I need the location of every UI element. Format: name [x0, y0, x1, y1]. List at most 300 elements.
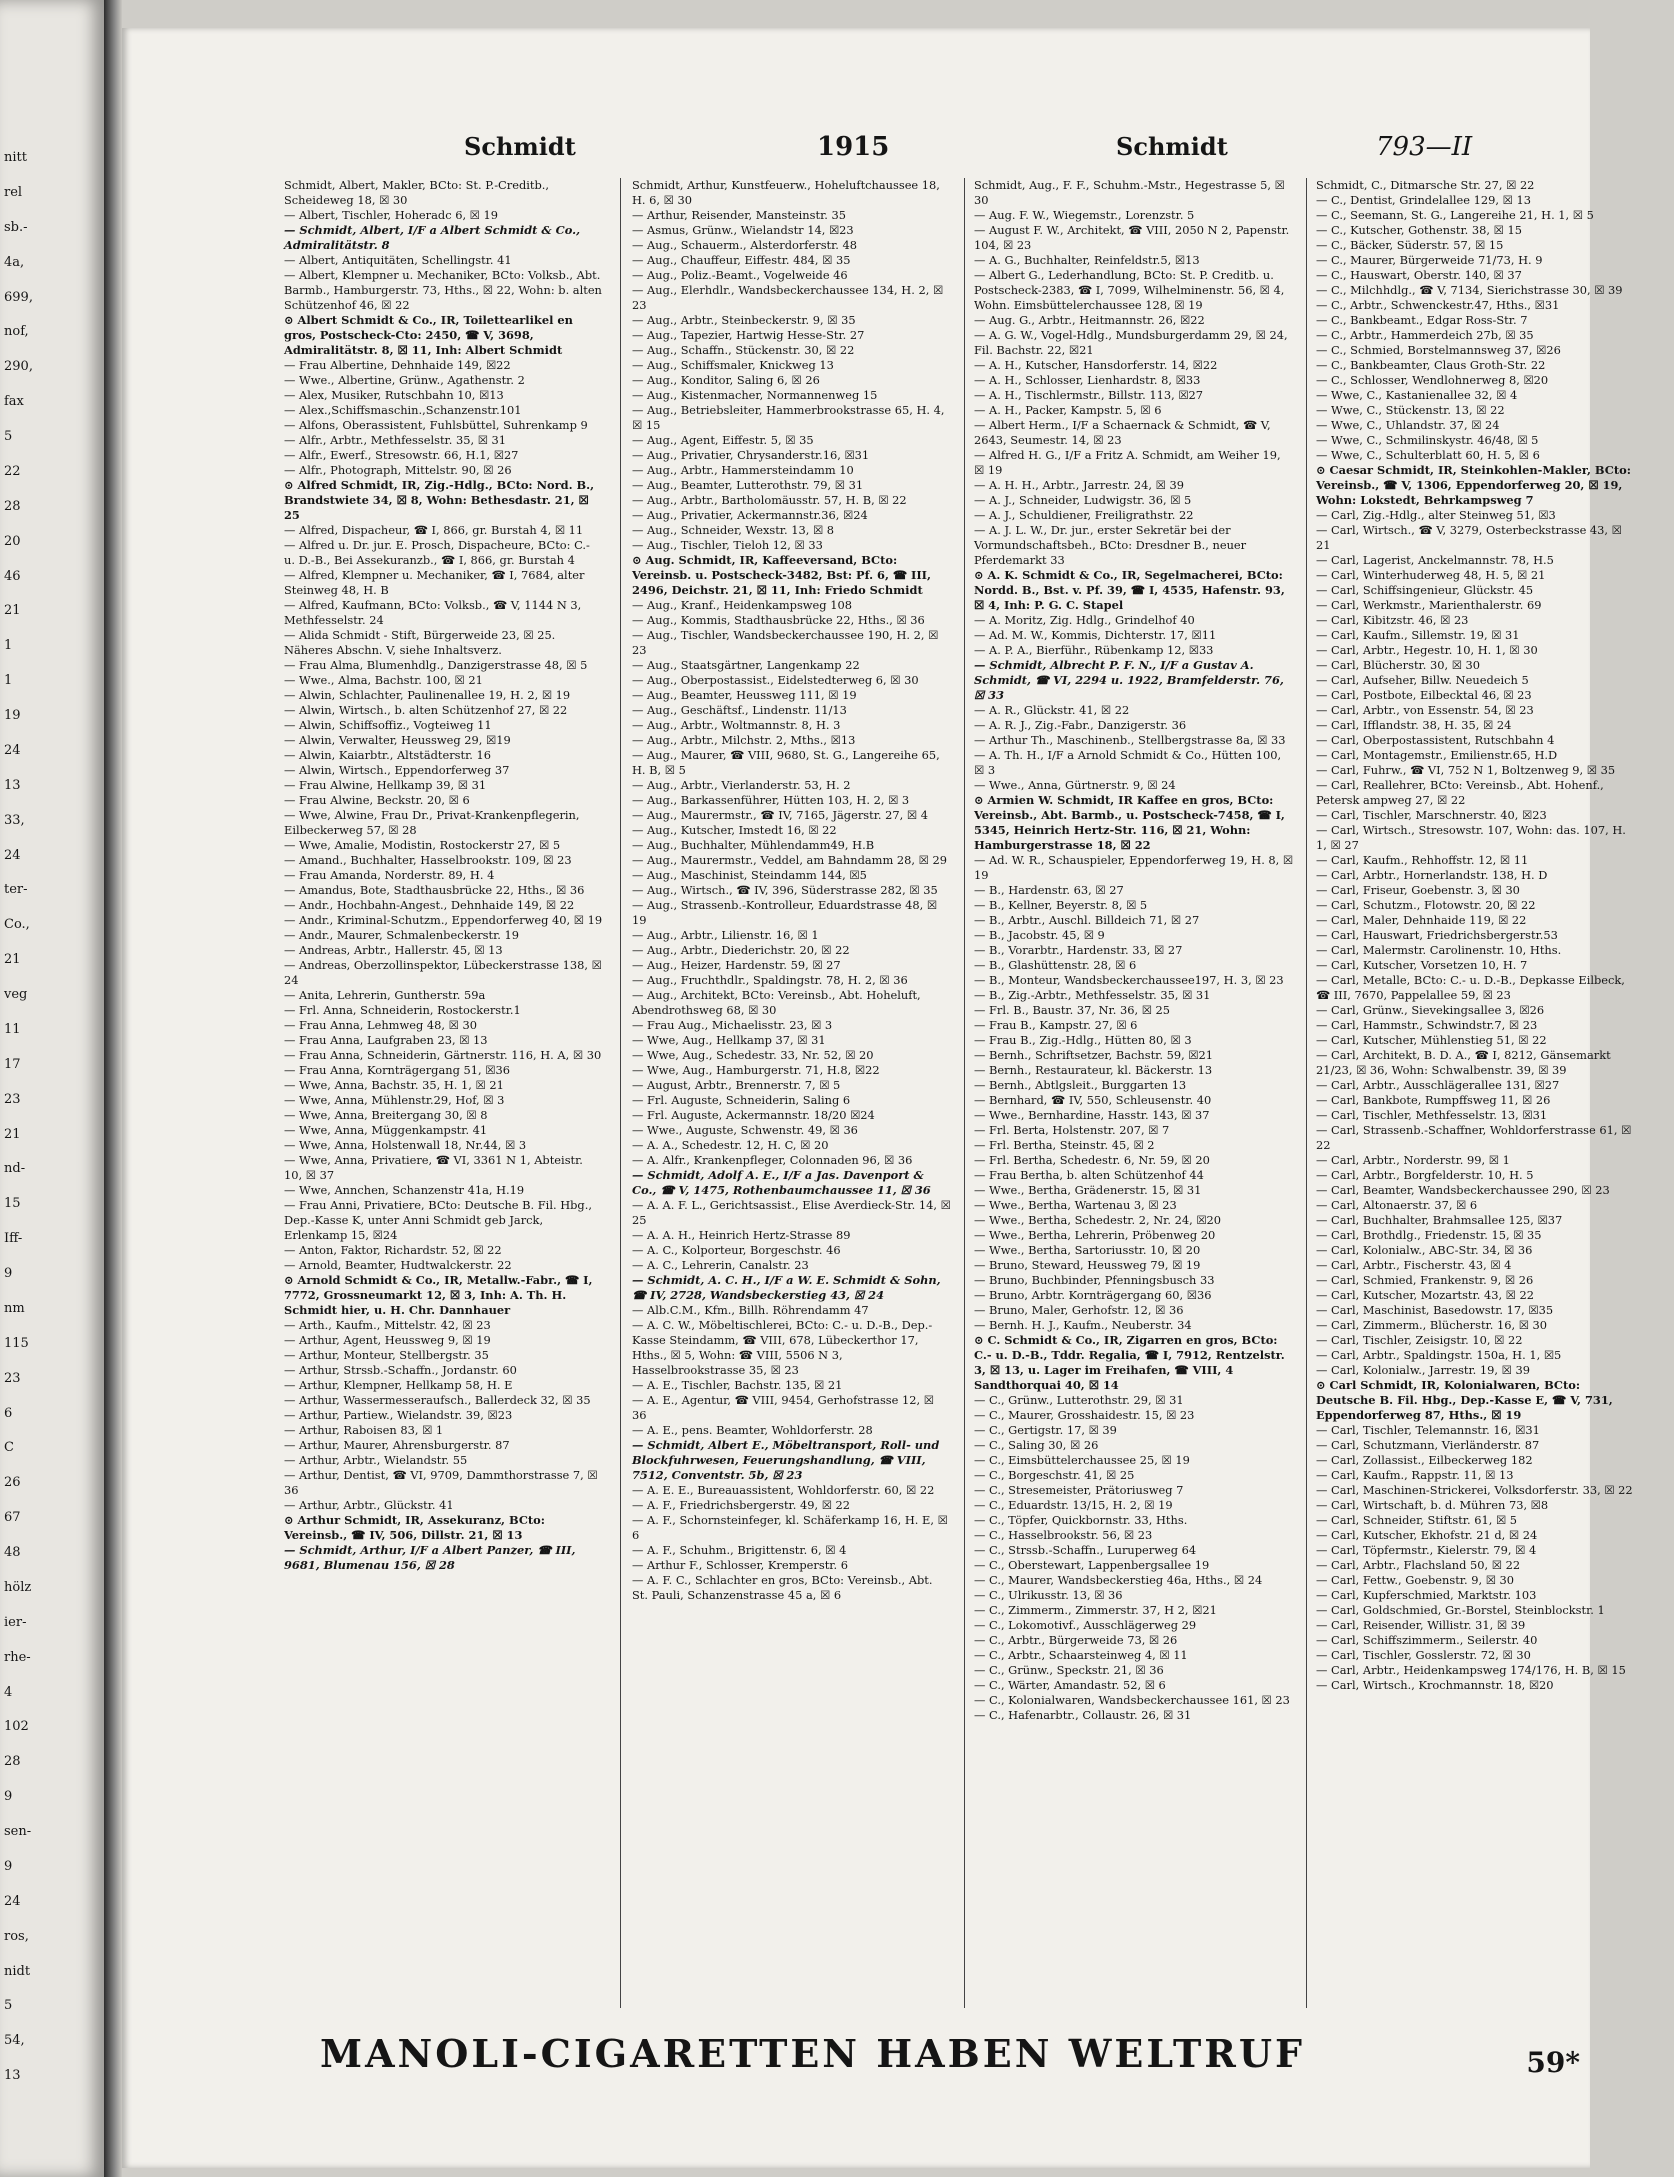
- page-header: [122, 132, 1590, 172]
- directory-entry: — Arthur, Maurer, Ahrensburgerstr. 87: [284, 1438, 510, 1452]
- directory-entry: — Aug., Agent, Eiffestr. 5, ☒ 35: [632, 433, 814, 447]
- directory-entry: — C., Grünw., Speckstr. 21, ☒ 36: [974, 1663, 1164, 1677]
- directory-entry: — Wwe., Bernhardine, Hasstr. 143, ☒ 37: [974, 1108, 1210, 1122]
- directory-entry: — A. C. W., Möbeltischlerei, BCto: C.- u. D.-B., Dep.-Kasse Steindamm, ☎ VIII, 678, Lübeckerthor 17, Hths., ☒ 5, Wohn: ☎ VIII, 5506 N 3, Hasselbrookstrasse 35, ☒ 23: [632, 1318, 933, 1377]
- facing-page-fragment: 33,: [4, 813, 25, 828]
- directory-entry: — A. A., Schedestr. 12, H. C, ☒ 20: [632, 1138, 829, 1152]
- facing-page-fragment: 15: [4, 1196, 21, 1211]
- directory-entry: — Carl, Werkmstr., Marienthalerstr. 69: [1316, 598, 1542, 612]
- directory-entry: — Arthur F., Schlosser, Kremperstr. 6: [632, 1558, 848, 1572]
- facing-page-fragment: 48: [4, 1545, 21, 1560]
- directory-entry: — Wwe., Bertha, Sartoriusstr. 10, ☒ 20: [974, 1243, 1201, 1257]
- directory-entry: — Carl, Arbtr., Flachsland 50, ☒ 22: [1316, 1558, 1521, 1572]
- sheet-number: 59*: [1526, 2046, 1580, 2079]
- directory-entry: — Alfred H. G., I/F a Fritz A. Schmidt, am Weiher 19, ☒ 19: [974, 448, 1281, 477]
- directory-entry: — C., Oberstewart, Lappenbergsallee 19: [974, 1558, 1210, 1572]
- directory-entry: — Bernh., Restaurateur, kl. Bäckerstr. 13: [974, 1063, 1213, 1077]
- directory-entry: — Bernh. H. J., Kaufm., Neuberstr. 34: [974, 1318, 1192, 1332]
- directory-entry: — Asmus, Grünw., Wielandstr 14, ☒23: [632, 223, 854, 237]
- directory-column-1: [284, 178, 604, 2008]
- directory-entry: — Carl, Malermstr. Carolinenstr. 10, Hths.: [1316, 943, 1562, 957]
- directory-entry: — Wwe., Bertha, Wartenau 3, ☒ 23: [974, 1198, 1177, 1212]
- directory-entry: — Wwe., Bertha, Grädenerstr. 15, ☒ 31: [974, 1183, 1202, 1197]
- directory-entry: — C., Wärter, Amandastr. 52, ☒ 6: [974, 1678, 1166, 1692]
- facing-page-fragment: 4: [4, 1685, 13, 1700]
- directory-entry: — Arthur, Monteur, Stellbergstr. 35: [284, 1348, 489, 1362]
- directory-entry: — Bernh., Schriftsetzer, Bachstr. 59, ☒21: [974, 1048, 1214, 1062]
- directory-entry: — Aug., Architekt, BCto: Vereinsb., Abt. Hoheluft, Abendrothsweg 68, ☒ 30: [632, 988, 921, 1017]
- directory-entry: — C., Bäcker, Süderstr. 57, ☒ 15: [1316, 238, 1504, 252]
- header-page-number: 793—II: [1376, 132, 1473, 162]
- directory-entry: — Aug., Schaffn., Stückenstr. 30, ☒ 22: [632, 343, 855, 357]
- directory-entry: — Aug., Arbtr., Lilienstr. 16, ☒ 1: [632, 928, 819, 942]
- facing-page-fragment: 24: [4, 1894, 21, 1909]
- directory-entry: — Amand., Buchhalter, Hasselbrookstr. 109, ☒ 23: [284, 853, 572, 867]
- directory-entry: ⊙ Alfred Schmidt, IR, Zig.-Hdlg., BCto: Nord. B., Brandstwiete 34, ☒ 8, Wohn: Bethesdastr. 21, ☒ 25: [284, 478, 595, 522]
- directory-entry: — C., Kolonialwaren, Wandsbeckerchaussee 161, ☒ 23: [974, 1693, 1290, 1707]
- directory-entry: — Arthur, Wassermesseraufsch., Ballerdeck 32, ☒ 35: [284, 1393, 591, 1407]
- directory-entry: — Wwe., Anna, Gürtnerstr. 9, ☒ 24: [974, 778, 1176, 792]
- facing-page-fragment: ier-: [4, 1615, 27, 1630]
- directory-entry: — A. E., Agentur, ☎ VIII, 9454, Gerhofstrasse 12, ☒ 36: [632, 1393, 934, 1422]
- directory-entry: — Carl, Töpfermstr., Kielerstr. 79, ☒ 4: [1316, 1543, 1537, 1557]
- directory-entry: — Frau Alwine, Beckstr. 20, ☒ 6: [284, 793, 470, 807]
- directory-entry: — Arthur, Klempner, Hellkamp 58, H. E: [284, 1378, 513, 1392]
- directory-entry: — Aug., Fruchthdlr., Spaldingstr. 78, H. 2, ☒ 36: [632, 973, 908, 987]
- directory-entry: — Bernhard, ☎ IV, 550, Schleusenstr. 40: [974, 1093, 1212, 1107]
- directory-entry: — Alex, Musiker, Rutschbahn 10, ☒13: [284, 388, 504, 402]
- facing-page-fragment: 23: [4, 1371, 21, 1386]
- directory-entry: — A. Th. H., I/F a Arnold Schmidt & Co., Hütten 100, ☒ 3: [974, 748, 1282, 777]
- directory-entry: — Carl, Zig.-Hdlg., alter Steinweg 51, ☒3: [1316, 508, 1556, 522]
- directory-entry: — C., Arbtr., Schwenckestr.47, Hths., ☒31: [1316, 298, 1560, 312]
- directory-entry: — Aug., Privatier, Chrysanderstr.16, ☒31: [632, 448, 870, 462]
- directory-entry: — Aug., Oberpostassist., Eidelstedterweg 6, ☒ 30: [632, 673, 919, 687]
- directory-entry: — Frl. Auguste, Ackermannstr. 18/20 ☒24: [632, 1108, 875, 1122]
- directory-entry: — Wwe, C., Schulterblatt 60, H. 5, ☒ 6: [1316, 448, 1540, 462]
- directory-entry: — Schmidt, Albert E., Möbeltransport, Roll- und Blockfuhrwesen, Feuerungshandlung, ☎ VIII, 7512, Conventstr. 5b, ☒ 23: [632, 1438, 940, 1482]
- directory-entry: — Alfr., Ewerf., Stresowstr. 66, H.1, ☒27: [284, 448, 519, 462]
- directory-entry: — C., Eimsbüttelerchaussee 25, ☒ 19: [974, 1453, 1190, 1467]
- directory-entry: — Schmidt, A. C. H., I/F a W. E. Schmidt & Sohn, ☎ IV, 2728, Wandsbeckerstieg 43, ☒ 24: [632, 1273, 941, 1302]
- directory-entry: — Carl, Schiffszimmerm., Seilerstr. 40: [1316, 1633, 1538, 1647]
- directory-entry: — A. E., pens. Beamter, Wohldorferstr. 28: [632, 1423, 873, 1437]
- directory-entry: — Carl, Schneider, Stiftstr. 61, ☒ 5: [1316, 1513, 1518, 1527]
- facing-page-fragment: fax: [4, 394, 24, 409]
- directory-entry: — Carl, Maschinist, Basedowstr. 17, ☒35: [1316, 1303, 1554, 1317]
- facing-page-fragment: ter-: [4, 882, 28, 897]
- directory-entry: — Wwe, Annchen, Schanzenstr 41a, H.19: [284, 1183, 525, 1197]
- directory-entry: — Frau Bertha, b. alten Schützenhof 44: [974, 1168, 1204, 1182]
- directory-entry: — Andr., Hochbahn-Angest., Dehnhaide 149, ☒ 22: [284, 898, 575, 912]
- directory-entry: — A. F. C., Schlachter en gros, BCto: Vereinsb., Abt. St. Pauli, Schanzenstrasse 45 a, ☒ 6: [632, 1573, 933, 1602]
- facing-page-fragment: sen-: [4, 1824, 32, 1839]
- facing-page-fragment: 102: [4, 1719, 29, 1734]
- directory-entry: — Alwin, Schiffsoffiz., Vogteiweg 11: [284, 718, 492, 732]
- directory-entry: — Carl, Architekt, B. D. A., ☎ I, 8212, Gänsemarkt 21/23, ☒ 36, Wohn: Schwalbenstr. 39, ☒ 39: [1316, 1048, 1611, 1077]
- directory-entry: — Aug. G., Arbtr., Heitmannstr. 26, ☒22: [974, 313, 1205, 327]
- directory-page: [122, 28, 1633, 2168]
- directory-entry: — Alida Schmidt - Stift, Bürgerweide 23, ☒ 25. Näheres Abschn. V, siehe Inhaltsverz.: [284, 628, 556, 657]
- directory-entry: — Carl, Arbtr., Ausschlägerallee 131, ☒27: [1316, 1078, 1560, 1092]
- directory-entry: — A. H., Kutscher, Hansdorferstr. 14, ☒22: [974, 358, 1218, 372]
- facing-page-fragment: 9: [4, 1859, 13, 1874]
- directory-entry: — Carl, Buchhalter, Brahmsallee 125, ☒37: [1316, 1213, 1563, 1227]
- directory-entry: — Alfred u. Dr. jur. E. Prosch, Dispacheure, BCto: C.- u. D.-B., Bei Assekuranzb., ☎ I, 866, gr. Burstah 4: [284, 538, 590, 567]
- directory-entry: — Carl, Wirtsch., ☎ V, 3279, Osterbeckstrasse 43, ☒ 21: [1316, 523, 1622, 552]
- directory-entry: — Carl, Arbtr., Fischerstr. 43, ☒ 4: [1316, 1258, 1512, 1272]
- directory-entry: ⊙ Carl Schmidt, IR, Kolonialwaren, BCto: Deutsche B. Fil. Hbg., Dep.-Kasse E, ☎ V, 731, Eppendorferweg 87, Hths., ☒ 19: [1316, 1378, 1613, 1422]
- directory-entry: — Carl, Fuhrw., ☎ VI, 752 N 1, Boltzenweg 9, ☒ 35: [1316, 763, 1616, 777]
- book-gutter: [104, 0, 122, 2177]
- facing-page-fragment: C: [4, 1440, 14, 1455]
- directory-entry: — C., Maurer, Bürgerweide 71/73, H. 9: [1316, 253, 1543, 267]
- directory-entry: — A. R. J., Zig.-Fabr., Danzigerstr. 36: [974, 718, 1187, 732]
- directory-entry: — Wwe, Aug., Hellkamp 37, ☒ 31: [632, 1033, 826, 1047]
- facing-page-fragment: veg: [4, 987, 28, 1002]
- directory-entry: — Carl, Beamter, Wandsbeckerchaussee 290, ☒ 23: [1316, 1183, 1610, 1197]
- directory-entry: — Aug., Barkassenführer, Hütten 103, H. 2, ☒ 3: [632, 793, 910, 807]
- directory-entry: — Arthur, Arbtr., Glückstr. 41: [284, 1498, 454, 1512]
- directory-entry: — Carl, Maschinen-Strickerei, Volksdorferstr. 33, ☒ 22: [1316, 1483, 1633, 1497]
- directory-entry: — Frau Amanda, Norderstr. 89, H. 4: [284, 868, 495, 882]
- directory-entry: — C., Maurer, Wandsbeckerstieg 46a, Hths., ☒ 24: [974, 1573, 1263, 1587]
- directory-entry: — A. H. H., Arbtr., Jarrestr. 24, ☒ 39: [974, 478, 1184, 492]
- directory-entry: — Albert, Klempner u. Mechaniker, BCto: Volksb., Abt. Barmb., Hamburgerstr. 73, Hths., ☒ 22, Wohn: b. alten Schützenhof 46, ☒ 22: [284, 268, 602, 312]
- directory-entry: — C., Milchhdlg., ☎ V, 7134, Sierichstrasse 30, ☒ 39: [1316, 283, 1623, 297]
- column-rule: [964, 178, 965, 2008]
- directory-entry: — Wwe., Alma, Bachstr. 100, ☒ 21: [284, 673, 483, 687]
- directory-entry: — Carl, Reisender, Willistr. 31, ☒ 39: [1316, 1618, 1526, 1632]
- directory-entry: — Carl, Kutscher, Mühlenstieg 51, ☒ 22: [1316, 1033, 1547, 1047]
- directory-entry: — Carl, Goldschmied, Gr.-Borstel, Steinblockstr. 1: [1316, 1603, 1605, 1617]
- directory-entry: — Carl, Arbtr., Heidenkampsweg 174/176, H. B, ☒ 15: [1316, 1663, 1626, 1677]
- facing-page-fragment: 54,: [4, 2033, 25, 2048]
- directory-entry: — Frl. Auguste, Schneiderin, Saling 6: [632, 1093, 851, 1107]
- directory-entry: — A. Alfr., Krankenpfleger, Colonnaden 96, ☒ 36: [632, 1153, 913, 1167]
- directory-entry: — Carl, Fettw., Goebenstr. 9, ☒ 30: [1316, 1573, 1515, 1587]
- directory-entry: — C., Lokomotivf., Ausschlägerweg 29: [974, 1618, 1197, 1632]
- directory-entry: — A. H., Schlosser, Lienhardstr. 8, ☒33: [974, 373, 1201, 387]
- directory-entry: — A. F., Schornsteinfeger, kl. Schäferkamp 16, H. E, ☒ 6: [632, 1513, 948, 1542]
- directory-entry: — Arthur Th., Maschinenb., Stellbergstrasse 8a, ☒ 33: [974, 733, 1286, 747]
- directory-entry: — Carl, Wirtsch., Stresowstr. 107, Wohn: das. 107, H. 1, ☒ 27: [1316, 823, 1626, 852]
- directory-entry: — Wwe, Anna, Bachstr. 35, H. 1, ☒ 21: [284, 1078, 504, 1092]
- directory-entry: — C., Borgeschstr. 41, ☒ 25: [974, 1468, 1135, 1482]
- directory-entry: — Arthur, Dentist, ☎ VI, 9709, Dammthorstrasse 7, ☒ 36: [284, 1468, 598, 1497]
- directory-entry: — Alwin, Schlachter, Paulinenallee 19, H. 2, ☒ 19: [284, 688, 571, 702]
- directory-entry: — Frau Anni, Privatiere, BCto: Deutsche B. Fil. Hbg., Dep.-Kasse K, unter Anni Schmidt geb Jarck, Erlenkamp 15, ☒24: [284, 1198, 592, 1242]
- directory-entry: — Aug., Elerhdlr., Wandsbeckerchaussee 134, H. 2, ☒ 23: [632, 283, 944, 312]
- facing-page-fragment: 28: [4, 1754, 21, 1769]
- directory-entry: — Carl, Tischler, Marschnerstr. 40, ☒23: [1316, 808, 1547, 822]
- facing-page-fragment: Co.,: [4, 917, 30, 932]
- directory-entry: — Alfred, Klempner u. Mechaniker, ☎ I, 7684, alter Steinweg 48, H. B: [284, 568, 585, 597]
- directory-entry: — Arnold, Beamter, Hudtwalckerstr. 22: [284, 1258, 512, 1272]
- directory-entry: — Carl, Arbtr., Norderstr. 99, ☒ 1: [1316, 1153, 1510, 1167]
- directory-entry: — A. A. H., Heinrich Hertz-Strasse 89: [632, 1228, 851, 1242]
- directory-entry: — Carl, Kutscher, Ekhofstr. 21 d, ☒ 24: [1316, 1528, 1538, 1542]
- directory-entry: — Aug. F. W., Wiegemstr., Lorenzstr. 5: [974, 208, 1195, 222]
- facing-page-fragment: 11: [4, 1022, 21, 1037]
- directory-entry: — Carl, Tischler, Gosslerstr. 72, ☒ 30: [1316, 1648, 1531, 1662]
- directory-entry: — Aug., Tapezier, Hartwig Hesse-Str. 27: [632, 328, 865, 342]
- directory-entry: ⊙ Arnold Schmidt & Co., IR, Metallw.-Fabr., ☎ I, 7772, Grossneumarkt 12, ☒ 3, Inh: A. Th. H. Schmidt hier, u. H. Chr. Dannhauer: [284, 1273, 593, 1317]
- directory-entry: — Alwin, Kaiarbtr., Altstädterstr. 16: [284, 748, 492, 762]
- facing-page-fragment: 5: [4, 429, 13, 444]
- directory-entry: — C., Bankbeamt., Edgar Ross-Str. 7: [1316, 313, 1528, 327]
- directory-entry: Schmidt, Albert, Makler, BCto: St. P.-Creditb., Scheideweg 18, ☒ 30: [284, 178, 549, 207]
- directory-entry: ⊙ A. K. Schmidt & Co., IR, Segelmacherei, BCto: Nordd. B., Bst. v. Pf. 39, ☎ I, 4535, Hafenstr. 93, ☒ 4, Inh: P. G. C. Stapel: [974, 568, 1285, 612]
- directory-entry: — Aug., Tischler, Tieloh 12, ☒ 33: [632, 538, 823, 552]
- directory-entry: — Albert, Antiquitäten, Schellingstr. 41: [284, 253, 512, 267]
- header-name-right: Schmidt: [1116, 132, 1228, 161]
- facing-page-fragment: 9: [4, 1789, 13, 1804]
- facing-page-edge: [0, 0, 106, 2177]
- directory-entry: — Aug., Arbtr., Milchstr. 2, Mths., ☒13: [632, 733, 856, 747]
- column-rule: [620, 178, 621, 2008]
- directory-entry: — Schmidt, Albert, I/F a Albert Schmidt & Co., Admiralitätstr. 8: [284, 223, 581, 252]
- facing-page-fragment: 115: [4, 1336, 29, 1351]
- directory-entry: — Schmidt, Arthur, I/F a Albert Panzer, ☎ III, 9681, Blumenau 156, ☒ 28: [284, 1543, 576, 1572]
- facing-page-fragment: 699,: [4, 290, 33, 305]
- directory-entry: — Wwe, C., Stückenstr. 13, ☒ 22: [1316, 403, 1505, 417]
- directory-entry: — Wwe, Anna, Holstenwall 18, Nr.44, ☒ 3: [284, 1138, 527, 1152]
- directory-entry: — Arthur, Arbtr., Wielandstr. 55: [284, 1453, 468, 1467]
- directory-entry: — Frau Anna, Laufgraben 23, ☒ 13: [284, 1033, 488, 1047]
- directory-entry: — Arthur, Strssb.-Schaffn., Jordanstr. 60: [284, 1363, 517, 1377]
- directory-entry: — Carl, Wirtsch., Krochmannstr. 18, ☒20: [1316, 1678, 1554, 1692]
- directory-entry: ⊙ Armien W. Schmidt, IR Kaffee en gros, BCto: Vereinsb., Abt. Barmb., u. Postscheck-7458, ☎ I, 5345, Heinrich Hertz-Str. 116, ☒ 21, Wohn: Hamburgerstrasse 18, ☒ 22: [974, 793, 1285, 852]
- directory-entry: — Aug., Maurermstr., Veddel, am Bahndamm 28, ☒ 29: [632, 853, 947, 867]
- directory-entry: — Carl, Oberpostassistent, Rutschbahn 4: [1316, 733, 1555, 747]
- directory-entry: — Carl, Schutzm., Flotowstr. 20, ☒ 22: [1316, 898, 1536, 912]
- directory-entry: — Wwe., Bertha, Lehrerin, Pröbenweg 20: [974, 1228, 1216, 1242]
- directory-entry: — Wwe., Albertine, Grünw., Agathenstr. 2: [284, 373, 525, 387]
- directory-entry: — Frau B., Zig.-Hdlg., Hütten 80, ☒ 3: [974, 1033, 1192, 1047]
- directory-entry: — Arth., Kaufm., Mittelstr. 42, ☒ 23: [284, 1318, 491, 1332]
- directory-entry: — C., Strssb.-Schaffn., Luruperweg 64: [974, 1543, 1197, 1557]
- directory-entry: — Alwin, Wirtsch., b. alten Schützenhof 27, ☒ 22: [284, 703, 568, 717]
- facing-page-fragment: 26: [4, 1475, 21, 1490]
- directory-entry: — C., Schmied, Borstelmannsweg 37, ☒26: [1316, 343, 1561, 357]
- directory-entry: — Carl, Kutscher, Mozartstr. 43, ☒ 22: [1316, 1288, 1535, 1302]
- facing-page-fragment: 20: [4, 534, 21, 549]
- directory-entry: — Aug., Arbtr., Vierlanderstr. 53, H. 2: [632, 778, 851, 792]
- directory-entry: — Carl, Kibitzstr. 46, ☒ 23: [1316, 613, 1469, 627]
- directory-entry: — Arthur, Agent, Heussweg 9, ☒ 19: [284, 1333, 491, 1347]
- directory-entry: Schmidt, Arthur, Kunstfeuerw., Hoheluftchaussee 18, H. 6, ☒ 30: [632, 178, 940, 207]
- directory-entry: — C., Zimmerm., Zimmerstr. 37, H 2, ☒21: [974, 1603, 1217, 1617]
- directory-entry: — Carl, Tischler, Zeisigstr. 10, ☒ 22: [1316, 1333, 1523, 1347]
- directory-entry: — Alwin, Verwalter, Heussweg 29, ☒19: [284, 733, 511, 747]
- directory-entry: — Carl, Schutzmann, Vierländerstr. 87: [1316, 1438, 1540, 1452]
- directory-entry: — Frl. Berta, Holstenstr. 207, ☒ 7: [974, 1123, 1170, 1137]
- directory-entry: — Carl, Arbtr., Spaldingstr. 150a, H. 1, ☒5: [1316, 1348, 1562, 1362]
- directory-entry: — Alfr., Photograph, Mittelstr. 90, ☒ 26: [284, 463, 512, 477]
- facing-page-fragment: 17: [4, 1057, 21, 1072]
- directory-entry: — A. G., Buchhalter, Reinfeldstr.5, ☒13: [974, 253, 1200, 267]
- directory-entry: — A. F., Schuhm., Brigittenstr. 6, ☒ 4: [632, 1543, 847, 1557]
- directory-entry: — Carl, Wirtschaft, b. d. Mühren 73, ☒8: [1316, 1498, 1549, 1512]
- directory-entry: — Aug., Beamter, Lutterothstr. 79, ☒ 31: [632, 478, 864, 492]
- directory-entry: — Frau Albertine, Dehnhaide 149, ☒22: [284, 358, 511, 372]
- directory-entry: — A. P. A., Bierführ., Rübenkamp 12, ☒33: [974, 643, 1214, 657]
- directory-entry: — C., Grünw., Lutterothstr. 29, ☒ 31: [974, 1393, 1184, 1407]
- facing-page-fragment: 67: [4, 1510, 21, 1525]
- directory-entry: — A. H., Packer, Kampstr. 5, ☒ 6: [974, 403, 1162, 417]
- directory-entry: — Ad. M. W., Kommis, Dichterstr. 17, ☒11: [974, 628, 1217, 642]
- facing-page-fragment: 5: [4, 1998, 13, 2013]
- directory-entry: — C., Hauswart, Oberstr. 140, ☒ 37: [1316, 268, 1522, 282]
- directory-entry: — Bruno, Steward, Heussweg 79, ☒ 19: [974, 1258, 1201, 1272]
- directory-entry: — August, Arbtr., Brennerstr. 7, ☒ 5: [632, 1078, 841, 1092]
- directory-entry: — Aug., Arbtr., Steinbeckerstr. 9, ☒ 35: [632, 313, 856, 327]
- facing-page-fragment: rel: [4, 185, 23, 200]
- directory-entry: — Aug., Poliz.-Beamt., Vogelweide 46: [632, 268, 848, 282]
- directory-entry: — C., Arbtr., Hammerdeich 27b, ☒ 35: [1316, 328, 1534, 342]
- directory-entry: — Wwe., Auguste, Schwenstr. 49, ☒ 36: [632, 1123, 858, 1137]
- directory-entry: — Aug., Maurermstr., ☎ IV, 7165, Jägerstr. 27, ☒ 4: [632, 808, 928, 822]
- directory-entry: — Aug., Arbtr., Bartholomäusstr. 57, H. B, ☒ 22: [632, 493, 907, 507]
- directory-entry: — Carl, Arbtr., Hornerlandstr. 138, H. D: [1316, 868, 1548, 882]
- directory-entry: — C., Saling 30, ☒ 26: [974, 1438, 1099, 1452]
- directory-entry: — Aug., Geschäftsf., Lindenstr. 11/13: [632, 703, 847, 717]
- directory-entry: — B., Jacobstr. 45, ☒ 9: [974, 928, 1105, 942]
- directory-entry: — Carl, Schiffsingenieur, Glückstr. 45: [1316, 583, 1534, 597]
- directory-entry: — Aug., Kistenmacher, Normannenweg 15: [632, 388, 878, 402]
- directory-entry: — Aug., Kommis, Stadthausbrücke 22, Hths., ☒ 36: [632, 613, 925, 627]
- directory-entry: — C., Seemann, St. G., Langereihe 21, H. 1, ☒ 5: [1316, 208, 1594, 222]
- directory-entry: — Bruno, Maler, Gerhofstr. 12, ☒ 36: [974, 1303, 1184, 1317]
- directory-entry: — August F. W., Architekt, ☎ VIII, 2050 N 2, Papenstr. 104, ☒ 23: [974, 223, 1290, 252]
- directory-entry: — C., Schlosser, Wendlohnerweg 8, ☒20: [1316, 373, 1549, 387]
- directory-entry: — Arthur, Raboisen 83, ☒ 1: [284, 1423, 444, 1437]
- directory-entry: — Carl, Altonaerstr. 37, ☒ 6: [1316, 1198, 1478, 1212]
- directory-entry: — Alex.,Schiffsmaschin.,Schanzenstr.101: [284, 403, 522, 417]
- directory-entry: — Aug., Arbtr., Hammersteindamm 10: [632, 463, 854, 477]
- directory-entry: — Carl, Maler, Dehnhaide 119, ☒ 22: [1316, 913, 1527, 927]
- facing-page-fragment: sb.-: [4, 220, 28, 235]
- directory-entry: — Carl, Winterhuderweg 48, H. 5, ☒ 21: [1316, 568, 1546, 582]
- directory-entry: — A. E., Tischler, Bachstr. 135, ☒ 21: [632, 1378, 843, 1392]
- directory-entry: — Frau Anna, Kornträgergang 51, ☒36: [284, 1063, 510, 1077]
- directory-column-3: [974, 178, 1294, 2008]
- directory-entry: — Carl, Postbote, Eilbecktal 46, ☒ 23: [1316, 688, 1532, 702]
- directory-entry: — A. E. E., Bureauassistent, Wohldorferstr. 60, ☒ 22: [632, 1483, 935, 1497]
- directory-entry: — B., Zig.-Arbtr., Methfesselstr. 35, ☒ 31: [974, 988, 1211, 1002]
- directory-entry: ⊙ Albert Schmidt & Co., IR, Toilettearlikel en gros, Postscheck-Cto: 2450, ☎ V, 3698, Admiralitätstr. 8, ☒ 11, Inh: Albert Schmidt: [284, 313, 573, 357]
- facing-page-fragment: Iff-: [4, 1231, 23, 1246]
- directory-entry: — Albert Herm., I/F a Schaernack & Schmidt, ☎ V, 2643, Seumestr. 14, ☒ 23: [974, 418, 1271, 447]
- directory-entry: — C., Gertigstr. 17, ☒ 39: [974, 1423, 1117, 1437]
- directory-entry: — Aug., Kranf., Heidenkampsweg 108: [632, 598, 852, 612]
- directory-entry: — Bruno, Buchbinder, Pfenningsbusch 33: [974, 1273, 1215, 1287]
- directory-entry: — Carl, Grünw., Sievekingsallee 3, ☒26: [1316, 1003, 1545, 1017]
- directory-entry: — Carl, Kolonialw., Jarrestr. 19, ☒ 39: [1316, 1363, 1530, 1377]
- directory-entry: — Arthur, Partiew., Wielandstr. 39, ☒23: [284, 1408, 513, 1422]
- directory-entry: — Aug., Privatier, Ackermannstr.36, ☒24: [632, 508, 868, 522]
- directory-entry: — Carl, Ifflandstr. 38, H. 35, ☒ 24: [1316, 718, 1512, 732]
- directory-entry: — Frau Anna, Lehmweg 48, ☒ 30: [284, 1018, 477, 1032]
- facing-page-fragment: 19: [4, 708, 21, 723]
- directory-entry: — Frl. B., Baustr. 37, Nr. 36, ☒ 25: [974, 1003, 1171, 1017]
- directory-entry: — C., Arbtr., Schaarsteinweg 4, ☒ 11: [974, 1648, 1188, 1662]
- directory-entry: — Schmidt, Albrecht P. F. N., I/F a Gustav A. Schmidt, ☎ VI, 2294 u. 1922, Bramfelderstr. 76, ☒ 33: [974, 658, 1284, 702]
- directory-entry: — Frau Aug., Michaelisstr. 23, ☒ 3: [632, 1018, 833, 1032]
- directory-entry: ⊙ C. Schmidt & Co., IR, Zigarren en gros, BCto: C.- u. D.-B., Tddr. Regalia, ☎ I, 7912, Rentzelstr. 3, ☒ 13, u. Lager im Freihafen, ☎ VIII, 4 Sandthorquai 40, ☒ 14: [974, 1333, 1285, 1392]
- directory-entry: — C., Hafenarbtr., Collaustr. 26, ☒ 31: [974, 1708, 1192, 1722]
- facing-page-fragment: 1: [4, 638, 13, 653]
- facing-page-fragment: 1: [4, 673, 13, 688]
- directory-entry: — Andreas, Arbtr., Hallerstr. 45, ☒ 13: [284, 943, 503, 957]
- directory-entry: — Alfred, Dispacheur, ☎ I, 866, gr. Burstah 4, ☒ 11: [284, 523, 584, 537]
- directory-entry: — Wwe, Alwine, Frau Dr., Privat-Krankenpflegerin, Eilbeckerweg 57, ☒ 28: [284, 808, 580, 837]
- facing-page-fragment: 290,: [4, 359, 33, 374]
- directory-entry: — C., Kutscher, Gothenstr. 38, ☒ 15: [1316, 223, 1522, 237]
- directory-entry: — C., Töpfer, Quickbornstr. 33, Hths.: [974, 1513, 1188, 1527]
- directory-entry: — C., Stresemeister, Prätoriusweg 7: [974, 1483, 1184, 1497]
- directory-entry: — B., Hardenstr. 63, ☒ 27: [974, 883, 1124, 897]
- directory-entry: — Aug., Schneider, Wexstr. 13, ☒ 8: [632, 523, 835, 537]
- facing-page-fragment: hölz: [4, 1580, 32, 1595]
- directory-entry: — Arthur, Reisender, Mansteinstr. 35: [632, 208, 846, 222]
- facing-page-fragment: 13: [4, 778, 21, 793]
- directory-entry: — Wwe, C., Kastanienallee 32, ☒ 4: [1316, 388, 1518, 402]
- directory-entry: — B., Glashüttenstr. 28, ☒ 6: [974, 958, 1137, 972]
- directory-entry: — Carl, Blücherstr. 30, ☒ 30: [1316, 658, 1481, 672]
- directory-entry: — Ad. W. R., Schauspieler, Eppendorferweg 19, H. 8, ☒ 19: [974, 853, 1294, 882]
- directory-column-4: [1316, 178, 1636, 2008]
- directory-entry: — Carl, Kaufm., Rappstr. 11, ☒ 13: [1316, 1468, 1514, 1482]
- directory-entry: — Schmidt, Adolf A. E., I/F a Jas. Davenport & Co., ☎ V, 1475, Rothenbaumchaussee 11, ☒ 36: [632, 1168, 931, 1197]
- directory-entry: ⊙ Caesar Schmidt, IR, Steinkohlen-Makler, BCto: Vereinsb., ☎ V, 1306, Eppendorferweg 20, ☒ 19, Wohn: Lokstedt, Behrkampsweg 7: [1316, 463, 1631, 507]
- directory-entry: — A. R., Glückstr. 41, ☒ 22: [974, 703, 1130, 717]
- directory-entry: — Carl, Aufseher, Billw. Neuedeich 5: [1316, 673, 1529, 687]
- directory-entry: — Frau B., Kampstr. 27, ☒ 6: [974, 1018, 1138, 1032]
- directory-entry: — B., Arbtr., Auschl. Billdeich 71, ☒ 27: [974, 913, 1200, 927]
- header-name-left: Schmidt: [464, 132, 576, 161]
- facing-page-fragment: 13: [4, 2068, 21, 2083]
- directory-entry: — Amandus, Bote, Stadthausbrücke 22, Hths., ☒ 36: [284, 883, 585, 897]
- directory-entry: ⊙ Aug. Schmidt, IR, Kaffeeversand, BCto: Vereinsb. u. Postscheck-3482, Bst: Pf. 6, ☎ III, 2496, Deichstr. 21, ☒ 11, Inh: Friedo Schmidt: [632, 553, 931, 597]
- facing-page-fragment: 21: [4, 603, 21, 618]
- directory-entry: — Frau Alma, Blumenhdlg., Danzigerstrasse 48, ☒ 5: [284, 658, 588, 672]
- directory-entry: — Wwe, Anna, Privatiere, ☎ VI, 3361 N 1, Abteistr. 10, ☒ 37: [284, 1153, 583, 1182]
- facing-page-fragment: 22: [4, 464, 21, 479]
- directory-entry: — Aug., Heizer, Hardenstr. 59, ☒ 27: [632, 958, 841, 972]
- directory-entry: — Aug., Kutscher, Imstedt 16, ☒ 22: [632, 823, 837, 837]
- directory-entry: — Alwin, Wirtsch., Eppendorferweg 37: [284, 763, 510, 777]
- directory-entry: — C., Dentist, Grindelallee 129, ☒ 13: [1316, 193, 1531, 207]
- directory-entry: — Alb.C.M., Kfm., Billh. Röhrendamm 47: [632, 1303, 869, 1317]
- directory-entry: — Aug., Tischler, Wandsbeckerchaussee 190, H. 2, ☒ 23: [632, 628, 939, 657]
- facing-page-fragment: 6: [4, 1406, 13, 1421]
- directory-entry: — Andreas, Oberzollinspektor, Lübeckerstrasse 138, ☒ 24: [284, 958, 602, 987]
- directory-entry: — Alfons, Oberassistent, Fuhlsbüttel, Suhrenkamp 9: [284, 418, 588, 432]
- facing-page-fragment: 9: [4, 1266, 13, 1281]
- directory-entry: — Carl, Schmied, Frankenstr. 9, ☒ 26: [1316, 1273, 1534, 1287]
- facing-page-fragment: ros,: [4, 1929, 29, 1944]
- directory-entry: — Wwe, C., Uhlandstr. 37, ☒ 24: [1316, 418, 1500, 432]
- facing-page-fragment: 23: [4, 1092, 21, 1107]
- directory-entry: — C., Arbtr., Bürgerweide 73, ☒ 26: [974, 1633, 1178, 1647]
- directory-entry: — Anita, Lehrerin, Guntherstr. 59a: [284, 988, 486, 1002]
- directory-entry: — Aug., Buchhalter, Mühlendamm49, H.B: [632, 838, 875, 852]
- directory-entry: — Carl, Kaufm., Sillemstr. 19, ☒ 31: [1316, 628, 1520, 642]
- directory-columns: [284, 178, 1674, 2008]
- directory-entry: — Carl, Hauswart, Friedrichsbergerstr.53: [1316, 928, 1558, 942]
